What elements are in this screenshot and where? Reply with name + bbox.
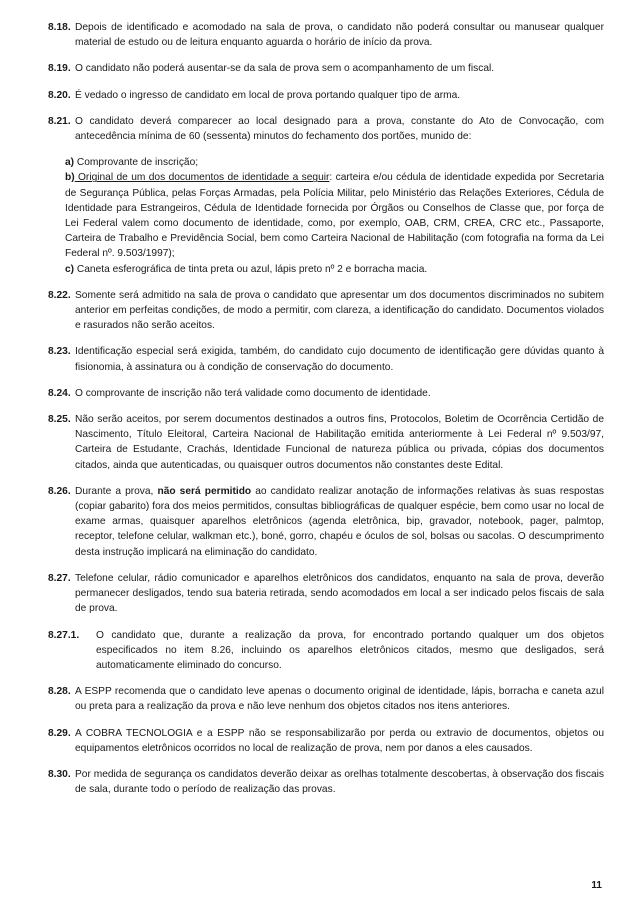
clause-8-25 [48,412,604,473]
clause-8-29 [48,726,604,756]
clause-number: 8.29. [48,727,71,739]
list-item-c [65,262,604,277]
clause-number: 8.24. [48,387,71,399]
list-underlined-text: Original de um dos documentos de identidade a seguir [74,172,330,184]
list-text: Caneta esferográfica de tinta preta ou azul, lápis preto nº 2 e borracha macia. [74,263,428,275]
clause-number: 8.23. [48,346,71,358]
clause-text-bold: não será permitido [157,485,252,497]
clause-text: A ESPP recomenda que o candidato leve apenas o documento original de identidade, lápis, borracha e caneta azul ou preta para a realização da prova e não leve nenhum dos objetos citados nos itens anteriores. [75,686,604,713]
clause-text: Identificação especial será exigida, também, do candidato cujo documento de identificação gere dúvidas quanto à fisionomia, à assinatura ou à condição de conservação do documento. [75,346,604,373]
clause-text: Depois de identificado e acomodado na sala de prova, o candidato não poderá consultar ou manusear qualquer material de estudo ou de leitura enquanto aguarda o horário de início da prova. [75,22,604,49]
clause-8-21 [48,114,604,144]
clause-8-20 [48,88,604,103]
clause-number: 8.25. [48,414,71,426]
clause-number: 8.26. [48,485,71,497]
page-number: 11 [591,880,602,891]
clause-text: O candidato não poderá ausentar-se da sala de prova sem o acompanhamento de um fiscal. [75,63,495,75]
clause-number: 8.19. [48,63,71,75]
clause-8-27 [48,571,604,617]
clause-text: É vedado o ingresso de candidato em local de prova portando qualquer tipo de arma. [75,89,461,101]
clause-8-18 [48,20,604,50]
clause-text [75,484,604,560]
list-text: : carteira e/ou cédula de identidade expedida por Secretaria de Segurança Pública, pelas Forças Armadas, pela Polícia Militar, pelo Ministério das Relações Exteriores, Cédula de Identidade para Estrangeiros, Cédula de Identidade fornecida por Órgãos ou Conselhos de Classe que, por força de Lei Federal valem como documento de identidade, como, por exemplo, OAB, CRM, CREA, CRC etc., Passaporte, Carteira de Trabalho e Previdência Social, bem como Carteira Nacional de Habilitação (com fotografia na forma da Lei Federal nº. 9.503/1997); [65,172,604,260]
clause-number: 8.27. [48,572,71,584]
clause-text: Não serão aceitos, por serem documentos destinados a outros fins, Protocolos, Boletim de Ocorrência Certidão de Nascimento, Título Eleitoral, Carteira Nacional de Habilitação emitida anteriormente à Lei Federal nº 9.503/97, Carteira de Estudante, Crachás, Identidade Funcional de natureza pública ou privada, cópias dos documentos citados, ainda que autenticadas, ou quaisquer outros documentos não constantes deste Edital. [75,414,604,471]
clause-number: 8.20. [48,89,71,101]
list-item-a [65,155,604,170]
list-label: b) [65,172,75,184]
clause-8-22 [48,288,604,334]
clause-number: 8.28. [48,686,71,698]
clause-8-30 [48,767,604,797]
list-label: a) [65,157,75,169]
list-item-b [65,170,604,261]
clause-8-28 [48,684,604,714]
clause-8-19 [48,61,604,76]
clause-number: 8.21. [48,115,71,127]
clause-text-pre: Durante a prova, [75,485,158,497]
clause-8-24 [48,386,604,401]
clause-8-27-1 [48,628,604,674]
clause-text: O comprovante de inscrição não terá validade como documento de identidade. [75,387,431,399]
clause-number: 8.18. [48,22,71,33]
clause-number: 8.22. [48,289,71,301]
clause-8-23 [48,344,604,374]
clause-number: 8.30. [48,768,71,780]
list-label: c) [65,263,75,275]
required-items-list [48,155,604,277]
document-body [48,20,604,808]
clause-text: A COBRA TECNOLOGIA e a ESPP não se responsabilizarão por perda ou extravio de documentos, objetos ou equipamentos eletrônicos ocorridos no local de realização de prova, nem por danos a eles causados. [75,727,604,754]
clause-text-post: ao candidato realizar anotação de informações relativas às suas respostas (copiar gabarito) fora dos meios permitidos, consultas bibliográficas de qualquer espécie, bem como usar no local de exame armas, quaisquer aparelhos eletrônicos (agenda eletrônica, bip, gravador, notebook, pager, palmtop, receptor, telefone celular, walkman etc.), boné, gorro, chapéu e óculos de sol, bolsas ou sacolas. O descumprimento desta instrução implicará na eliminação do candidato. [75,485,605,558]
clause-text: Somente será admitido na sala de prova o candidato que apresentar um dos documentos discriminados no subitem anterior em perfeitas condições, de modo a permitir, com clareza, a identificação do candidato. Documentos violados e rasurados não serão aceitos. [75,289,604,332]
clause-8-26 [48,484,604,560]
clause-text: Telefone celular, rádio comunicador e aparelhos eletrônicos dos candidatos, enquanto na sala de prova, deverão permanecer desligados, tendo sua bateria retirada, sendo acomodados em local a ser indicado pelos fiscais de sala de prova. [75,572,604,615]
clause-number: 8.27.1. [48,629,80,641]
clause-text: O candidato deverá comparecer ao local designado para a prova, constante do Ato de Convocação, com antecedência mínima de 60 (sessenta) minutos do fechamento dos portões, munido de: [75,115,604,143]
clause-text: O candidato que, durante a realização da prova, for encontrado portando qualquer um dos objetos especificados no item 8.26, incluindo os aparelhos eletrônicos citados, mesmo que desligados, será automaticamente eliminado do concurso. [96,629,604,671]
list-text: Comprovante de inscrição; [74,157,199,169]
clause-text: Por medida de segurança os candidatos deverão deixar as orelhas totalmente descobertas, à observação dos fiscais de sala, durante todo o período de realização das provas. [75,768,604,796]
